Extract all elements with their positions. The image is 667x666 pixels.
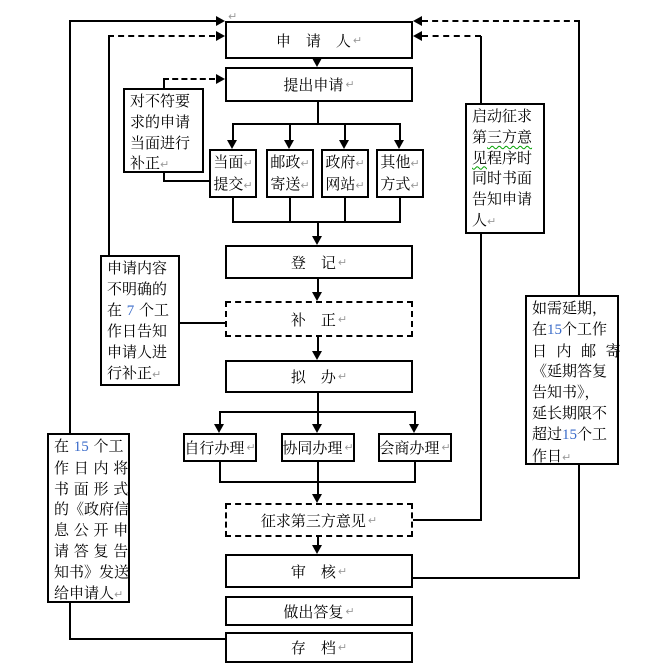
node-method-other <box>376 149 424 198</box>
note-reply-15days <box>47 433 130 603</box>
paragraph-mark: ↵ <box>337 255 348 269</box>
paragraph-mark: ↵ <box>300 156 310 170</box>
paragraph-mark: ↵ <box>410 178 420 192</box>
connector-stub <box>219 411 221 425</box>
paragraph-mark: ↵ <box>441 441 451 454</box>
note-third-party-notify <box>465 103 545 234</box>
connector-rightnote-up <box>480 233 482 521</box>
text-segment: 人 <box>472 210 488 229</box>
text-line <box>532 298 617 319</box>
text-line <box>532 424 617 446</box>
text-line <box>472 210 543 233</box>
connector-rightnote-top <box>480 36 482 103</box>
text-segment: 知书》发送 <box>54 562 130 581</box>
text-line <box>213 152 252 174</box>
text-segment: 程序时 <box>487 148 533 167</box>
text-segment: 15 <box>562 426 578 443</box>
text-line <box>472 106 543 127</box>
paragraph-mark: ↵ <box>152 367 162 381</box>
paragraph-mark: ↵ <box>562 450 572 464</box>
connector-lefttop-to-inperson <box>163 180 209 182</box>
connector-lefttop-dashed <box>163 78 215 80</box>
arrowhead-method-1 <box>227 140 237 149</box>
text-segment: 在 <box>107 300 127 319</box>
connector-leftmid-vertical <box>108 36 110 255</box>
paragraph-mark: ↵ <box>355 156 365 170</box>
text-line <box>532 341 621 362</box>
text-segment: 日 内 邮 寄 <box>532 341 621 360</box>
text-segment: 求的申请 <box>130 112 191 131</box>
node-handle-jointly <box>281 433 355 462</box>
connector-stub <box>317 481 319 495</box>
node-method-gov-website <box>321 149 369 198</box>
text-segment: 15 <box>547 321 563 338</box>
connector-thirdparty-right <box>413 519 482 521</box>
connector-rightnote-dashed <box>422 35 481 37</box>
text-line <box>325 174 364 196</box>
connector-leftbottom-down <box>69 603 71 639</box>
paragraph-mark: ↵ <box>345 604 355 618</box>
text-line <box>213 174 252 196</box>
text-segment: 当面进行 <box>130 133 191 152</box>
paragraph-mark: ↵ <box>352 33 363 47</box>
text-segment: 书 面 形 式 <box>54 479 129 498</box>
connector-extension-top <box>578 21 580 295</box>
text-segment: 请 答 复 告 <box>54 541 129 560</box>
text-segment: 其他 <box>380 152 411 171</box>
node-label: 征求第三方意见 <box>260 511 366 530</box>
text-line <box>107 300 178 322</box>
text-segment: 15 <box>73 439 89 455</box>
text-segment: 申请内容 <box>107 259 168 277</box>
arrowhead-supplement <box>312 292 322 301</box>
text-line <box>532 361 617 382</box>
connector-left-loop-top <box>69 20 216 22</box>
text-segment: 作日 <box>532 446 563 465</box>
text-segment: 邮政 <box>270 152 301 171</box>
text-line <box>54 458 128 479</box>
text-line <box>472 127 543 148</box>
text-line <box>107 279 178 300</box>
connector-stub <box>289 198 291 223</box>
connector-leftbottom-to-archive <box>69 638 225 640</box>
text-line <box>472 148 543 169</box>
node-archive <box>225 632 413 663</box>
connector-stub <box>399 198 401 223</box>
connector-stub <box>232 198 234 223</box>
arrowhead-into-applicant-right <box>413 31 422 41</box>
text-segment: 个工作 <box>562 319 608 338</box>
node-label: 存 档 <box>290 639 336 657</box>
node-label: 拟 办 <box>290 368 336 386</box>
text-line <box>532 319 617 341</box>
paragraph-mark: ↵ <box>300 178 310 192</box>
text-line <box>532 403 617 424</box>
text-segment: 的《政府信 <box>54 500 130 519</box>
connector-leftmid-to-supplement <box>180 322 225 324</box>
paragraph-mark: ↵ <box>228 10 238 23</box>
note-unclear-7days <box>100 255 180 386</box>
text-segment: 作 日 内 将 <box>54 458 129 477</box>
paragraph-mark: ↵ <box>246 441 256 454</box>
text-line <box>54 541 128 562</box>
text-line <box>472 189 543 210</box>
text-line <box>270 174 309 196</box>
text-line <box>472 168 543 189</box>
node-label: 做出答复 <box>283 602 344 621</box>
text-segment: 申请人进 <box>107 343 168 362</box>
text-line <box>380 152 419 174</box>
arrowhead-handler-2 <box>312 424 322 433</box>
connector-stub <box>317 279 319 293</box>
arrowhead-method-2 <box>284 140 294 149</box>
text-line <box>130 112 202 133</box>
text-line <box>107 342 178 363</box>
connector-methods-distribute <box>232 123 401 125</box>
paragraph-mark: ↵ <box>367 513 378 527</box>
text-line <box>54 499 128 520</box>
connector-review-right <box>413 577 580 579</box>
paragraph-mark: ↵ <box>337 370 348 383</box>
connector-stub <box>414 411 416 425</box>
text-line <box>325 152 364 174</box>
node-submit-application <box>225 67 413 102</box>
text-segment: 行补正 <box>107 363 153 382</box>
connector-stub <box>317 393 319 413</box>
node-third-party-opinion <box>225 503 413 537</box>
text-line <box>54 436 128 458</box>
text-line <box>130 133 202 154</box>
node-make-reply <box>225 596 413 626</box>
connector-stub <box>414 462 416 483</box>
node-label: 协同办理 <box>282 439 343 457</box>
text-segment: 补正 <box>130 154 161 173</box>
text-segment: 当面 <box>213 152 244 171</box>
node-register <box>225 245 413 279</box>
text-line <box>107 321 178 342</box>
connector-leftmid-dashed <box>108 35 215 37</box>
node-label: 补 正 <box>290 310 336 329</box>
paragraph-mark: ↵ <box>337 312 348 326</box>
text-segment: 在 <box>54 437 74 455</box>
paragraph-mark: ↵ <box>355 178 365 192</box>
arrowhead-into-applicant-right-top <box>413 16 422 26</box>
note-extension-15days <box>525 295 619 465</box>
paragraph-mark: ↵ <box>337 641 348 654</box>
paragraph-mark: ↵ <box>160 158 170 172</box>
text-segment: 提交 <box>213 174 244 193</box>
connector-stub <box>317 337 319 352</box>
node-applicant <box>225 21 413 59</box>
node-draft-handling <box>225 360 413 393</box>
text-line <box>107 363 178 386</box>
connector-stub <box>344 123 346 141</box>
text-segment: 方式 <box>380 174 411 193</box>
node-label: 会商办理 <box>379 439 440 457</box>
connector-submit-down <box>317 102 319 124</box>
paragraph-mark: ↵ <box>243 156 253 170</box>
paragraph-mark: ↵ <box>410 156 420 170</box>
arrowhead-third-party <box>312 494 322 503</box>
text-segment: 在 <box>532 319 548 338</box>
text-line <box>380 174 419 196</box>
text-segment: 超过 <box>532 424 563 443</box>
arrowhead-into-applicant-left-top <box>216 16 225 26</box>
node-method-in-person <box>209 149 257 198</box>
node-label: 登 记 <box>290 253 336 272</box>
connector-left-loop-vertical <box>69 20 71 433</box>
node-label: 提出申请 <box>283 76 344 94</box>
node-method-postal <box>266 149 314 198</box>
arrowhead-method-3 <box>339 140 349 149</box>
text-segment: 第 <box>472 127 488 146</box>
text-line <box>54 562 128 583</box>
node-label: 申 请 人 <box>275 31 351 50</box>
text-segment: 7 <box>126 302 135 319</box>
arrowhead-applicant-submit <box>312 58 322 67</box>
connector-stub <box>317 411 319 425</box>
text-segment: 对不符要 <box>130 92 191 110</box>
text-segment: 作日告知 <box>107 322 168 341</box>
connector-stub <box>317 462 319 483</box>
paragraph-mark: ↵ <box>114 587 124 601</box>
note-correct-on-spot <box>123 88 204 173</box>
text-line <box>532 382 617 403</box>
node-review <box>225 554 413 588</box>
connector-extension-up <box>578 464 580 579</box>
text-segment: 政府 <box>325 152 356 171</box>
node-label: 自行办理 <box>184 439 245 457</box>
text-segment: 见 <box>472 148 488 167</box>
arrowhead-method-4 <box>394 140 404 149</box>
text-segment: 网站 <box>325 174 356 193</box>
paragraph-mark: ↵ <box>243 178 253 192</box>
node-handle-consult <box>378 433 452 462</box>
arrowhead-review <box>312 545 322 554</box>
text-segment: 给申请人 <box>54 583 115 602</box>
text-line <box>270 152 309 174</box>
node-supplement-correction <box>225 301 413 337</box>
text-segment: 告知申请 <box>472 190 533 209</box>
node-handle-self <box>183 433 257 462</box>
arrowhead-into-submit <box>216 74 225 84</box>
text-segment: 息 公 开 申 <box>54 521 129 540</box>
paragraph-mark: ↵ <box>345 78 355 91</box>
arrowhead-handler-3 <box>409 424 419 433</box>
arrowhead-register <box>312 236 322 245</box>
text-segment: 三方意 <box>487 127 533 146</box>
text-segment: 个工 <box>88 437 124 455</box>
text-line <box>130 153 202 176</box>
arrowhead-draft <box>312 351 322 360</box>
text-segment: 寄送 <box>270 174 301 193</box>
connector-stub <box>399 123 401 141</box>
connector-extension-dashed <box>422 20 580 22</box>
text-segment: 个工 <box>134 300 170 319</box>
paragraph-mark: ↵ <box>487 214 497 228</box>
arrowhead-handler-1 <box>214 424 224 433</box>
text-line <box>54 520 128 541</box>
text-segment: 告知书》， <box>532 383 600 402</box>
paragraph-mark: ↵ <box>337 564 348 578</box>
text-segment: 延长期限不 <box>532 403 608 422</box>
text-segment: 如需延期， <box>532 299 608 317</box>
text-line <box>107 258 178 279</box>
connector-stub <box>289 123 291 141</box>
paragraph-mark: ↵ <box>344 441 354 454</box>
text-segment: 同时书面 <box>472 169 533 188</box>
connector-stub <box>344 198 346 223</box>
connector-stub <box>232 123 234 141</box>
text-segment: 不明确的 <box>107 279 168 298</box>
text-line <box>130 91 202 112</box>
text-line <box>532 446 617 469</box>
arrowhead-into-applicant-left <box>216 31 225 41</box>
text-segment: 个工 <box>577 424 608 443</box>
node-label: 审 核 <box>290 562 336 581</box>
text-segment: 《延期答复 <box>532 362 608 381</box>
text-line <box>54 583 128 606</box>
text-segment: 启动征求 <box>472 107 533 125</box>
text-line <box>54 479 128 500</box>
connector-stub <box>219 462 221 483</box>
